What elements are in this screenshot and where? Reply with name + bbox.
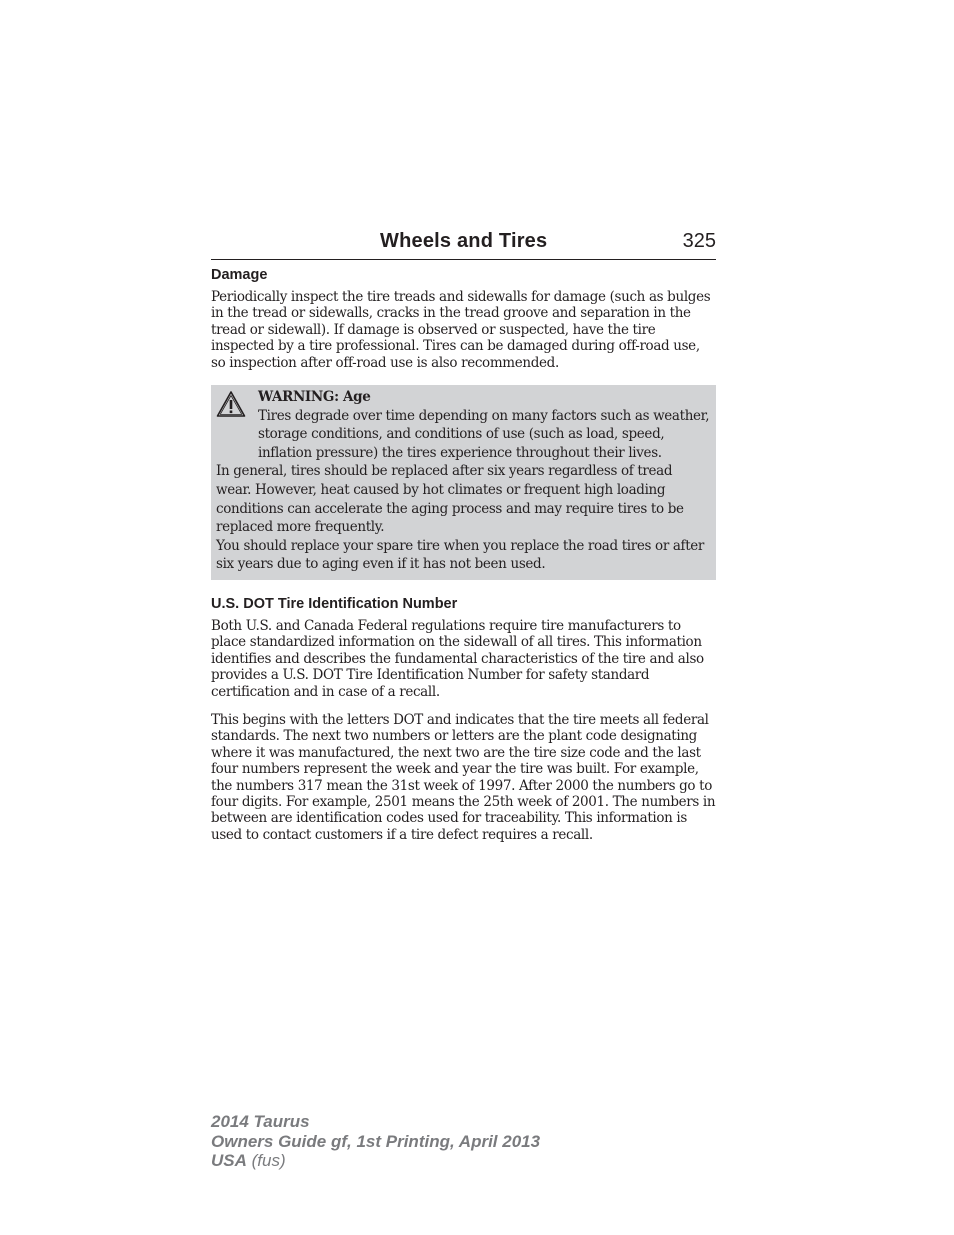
page-header	[211, 229, 716, 260]
warning-triangle-icon	[216, 390, 246, 418]
footer-market-suffix: (fus)	[251, 1151, 286, 1170]
warning-box	[211, 385, 716, 580]
footer-model: 2014 Taurus	[211, 1112, 310, 1131]
damage-heading: Damage	[211, 267, 268, 283]
warning-paragraph: In general, tires should be replaced after six years regardless of tread wear. However, heat caused by hot climates or frequent high loading conditions can accelerate the aging process and may require tires to be replaced more frequently.	[216, 463, 684, 536]
footer-market-main: USA	[211, 1151, 247, 1170]
warning-title: WARNING: Age	[258, 389, 371, 406]
footer-edition: Owners Guide gf, 1st Printing, April 2013	[211, 1131, 541, 1151]
dot-paragraph: Both U.S. and Canada Federal regulations require tire manufacturers to place standardized information on the sidewall of all tires. This information identifies and describes the fundamental characteristics of the tire and also provides a U.S. DOT Tire Identification Number for safety standard certification and in case of a recall.	[211, 617, 704, 700]
dot-paragraph: This begins with the letters DOT and indicates that the tire meets all federal standards. The next two numbers or letters are the plant code designating where it was manufactured, the next two are the tire size code and the last four numbers represent the week and year the tire was built. For example, the numbers 317 mean the 31st week of 1997. After 2000 the numbers go to four digits. For example, 2501 means the 25th week of 2001. The numbers in between are identification codes used for traceability. This information is used to contact customers if a tire defect requires a recall.	[211, 712, 716, 843]
warning-paragraph: You should replace your spare tire when you replace the road tires or after six years due to aging even if it has not been used.	[216, 537, 705, 573]
warning-paragraph: Tires degrade over time depending on many factors such as weather, storage conditions, and conditions of use (such as load, speed, inflation pressure) the tires experience throughout their lives.	[258, 407, 710, 461]
damage-paragraph: Periodically inspect the tire treads and sidewalls for damage (such as bulges in the tread or sidewalls, cracks in the tread groove and separation in the tread or sidewall). If damage is observed or suspected, have the tire inspected by a tire professional. Tires can be damaged during off-road use, so inspection after off-road use is also recommended.	[211, 289, 711, 371]
section-title: Wheels and Tires	[380, 230, 548, 252]
page-content	[211, 267, 716, 855]
footer-market	[211, 1151, 540, 1171]
dot-heading: U.S. DOT Tire Identification Number	[211, 595, 458, 612]
page-footer	[211, 1112, 540, 1171]
page-number: 325	[682, 230, 716, 252]
